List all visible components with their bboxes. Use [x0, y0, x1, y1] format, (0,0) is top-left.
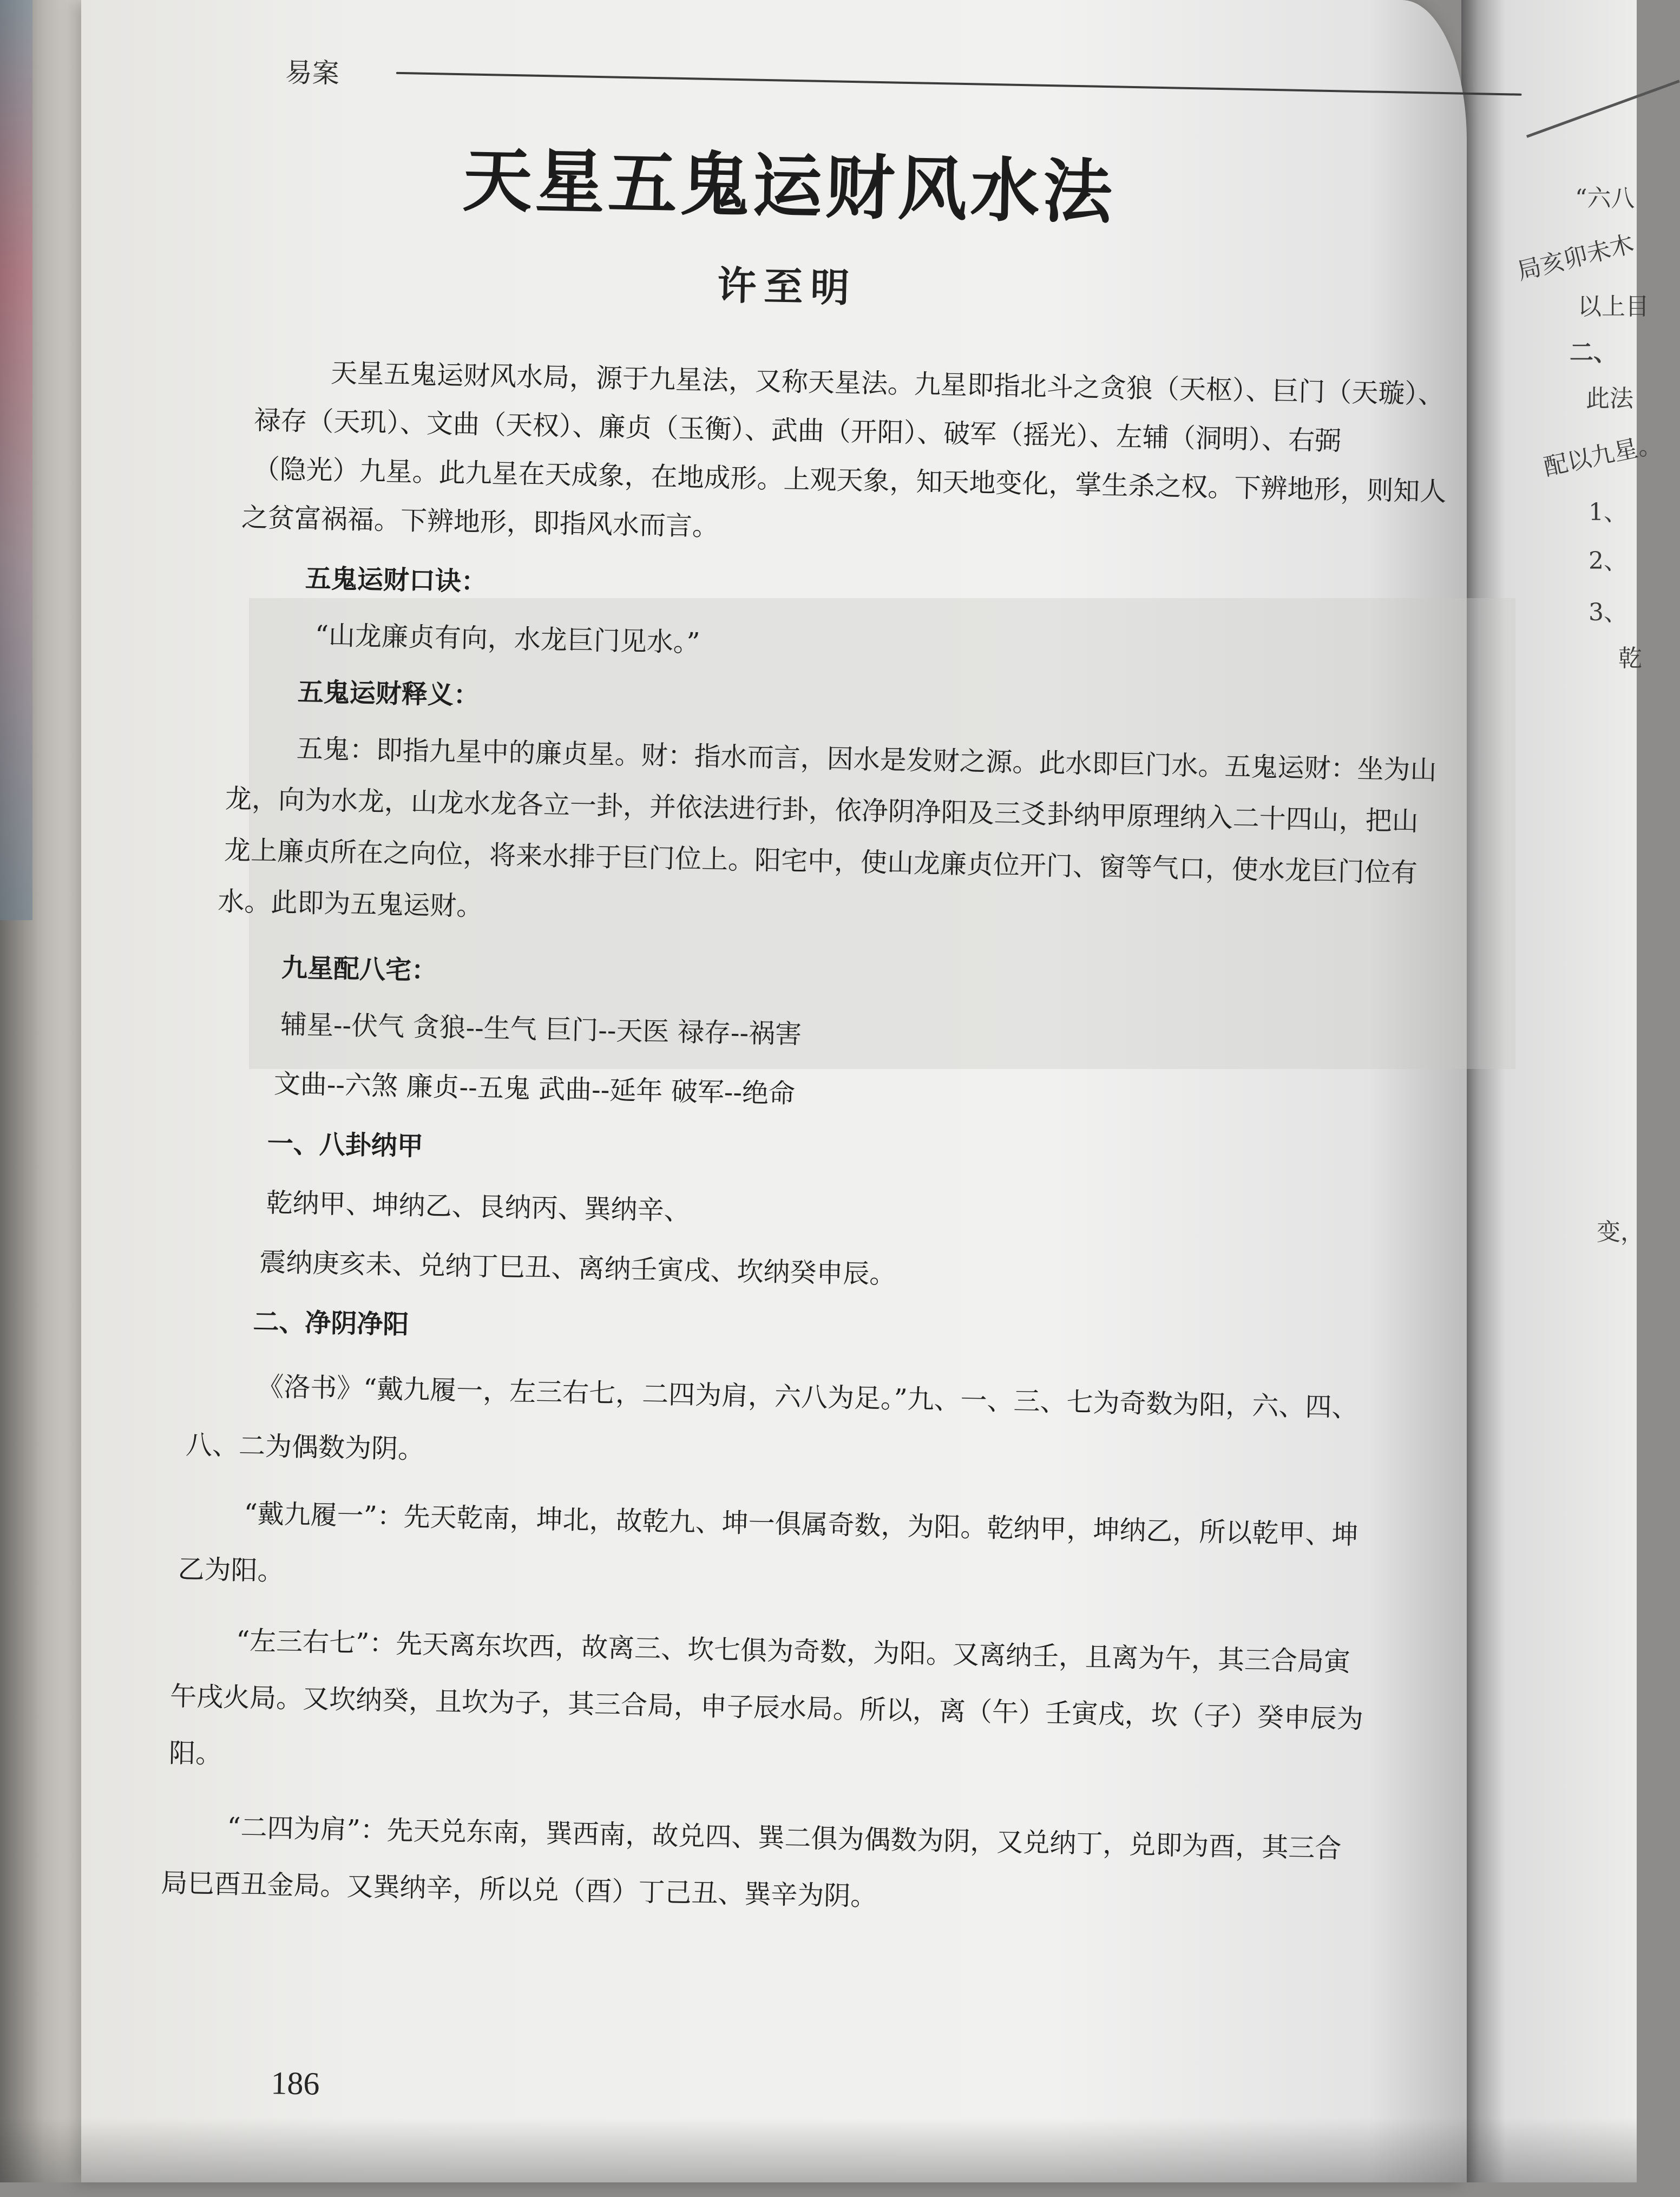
- adjacent-page: [1461, 0, 1664, 2182]
- section2-line: “左三右七”：先天离东坎西，故离三、坎七俱为奇数，为阳。又离纳壬，且离为午，其三合局寅: [235, 1625, 1351, 1678]
- header-rule: [396, 72, 1522, 96]
- formula-heading: 五鬼运财口诀：: [305, 563, 488, 598]
- section2-line: “戴九履一”：先天乾南，坤北，故乾九、坤一俱属奇数，为阳。乾纳甲，坤纳乙，所以乾甲、坤: [244, 1498, 1359, 1551]
- explanation-line: 龙上廉贞所在之向位，将来水排于巨门位上。阳宅中，使山龙廉贞位开门、窗等气口，使水龙巨门位有: [224, 834, 1418, 889]
- formula-text: “山龙廉贞有向，水龙巨门见水。”: [314, 620, 700, 658]
- eight-houses-heading: 九星配八宅：: [281, 953, 438, 986]
- eight-houses-line: 文曲--六煞 廉贞--五鬼 武曲--延年 破军--绝命: [273, 1068, 796, 1110]
- intro-line: 之贫富祸福。下辨地形，即指风水而言。: [241, 502, 719, 542]
- section2-line: 八、二为偶数为阴。: [185, 1429, 425, 1465]
- adjacent-page-fragment: 3、: [1589, 599, 1628, 626]
- section-heading: 二、净阴净阳: [252, 1307, 410, 1340]
- intro-line: 禄存（天玑）、文曲（天权）、廉贞（玉衡）、武曲（开阳）、破军（摇光）、左辅（洞明）、右弼: [253, 404, 1342, 457]
- section1-line: 乾纳甲、坤纳乙、艮纳丙、巽纳辛、: [266, 1187, 691, 1227]
- adjacent-page-fragment: 以上目: [1578, 293, 1649, 320]
- section-heading: 一、八卦纳甲: [267, 1128, 424, 1162]
- page-number: 186: [270, 2065, 320, 2102]
- intro-line: 天星五鬼运财风水局，源于九星法，又称天星法。九星即指北斗之贪狼（天枢）、巨门（天璇）、: [330, 357, 1445, 410]
- explanation-line: 水。此即为五鬼运财。: [217, 886, 483, 922]
- adjacent-page-fragment: 1、: [1589, 499, 1628, 526]
- intro-line: （隐光）九星。此九星在天成象，在地成形。上观天象，知天地变化，掌生杀之权。下辨地形，则知人: [253, 453, 1447, 508]
- article-author: 许至明: [717, 262, 858, 311]
- book-spine-decoration: [0, 0, 32, 920]
- adjacent-page-fragment: 局亥卯未木: [1514, 230, 1637, 286]
- book-page: [81, 0, 1467, 2182]
- section2-line: “二四为肩”：先天兑东南，巽西南，故兑四、巽二俱为偶数为阴，又兑纳丁，兑即为酉，其三合: [227, 1812, 1342, 1864]
- explanation-line: 五鬼：即指九星中的廉贞星。财：指水而言，因水是发财之源。此水即巨门水。五鬼运财：坐为山: [296, 733, 1438, 786]
- adjacent-page-fragment: 此法: [1586, 385, 1633, 412]
- section2-line: 午戌火局。又坎纳癸，且坎为子，其三合局，申子辰水局。所以，离（午）壬寅戌，坎（子）癸申辰为: [169, 1681, 1364, 1735]
- section1-line: 震纳庚亥未、兑纳丁巳丑、离纳壬寅戌、坎纳癸申辰。: [259, 1247, 896, 1290]
- bottom-shadow: [0, 2117, 1637, 2182]
- adjacent-page-fragment: 2、: [1589, 547, 1628, 575]
- explanation-heading: 五鬼运财释义：: [297, 677, 480, 711]
- explanation-line: 龙，向为水龙，山龙水龙各立一卦，并依法进行卦，依净阴净阳及三爻卦纳甲原理纳入二十四山，把山: [225, 783, 1419, 837]
- section2-line: 乙为阳。: [178, 1553, 285, 1587]
- adjacent-page-rule: [1526, 80, 1680, 137]
- section2-line: 局巳酉丑金局。又巽纳辛，所以兑（酉）丁己丑、巽辛为阴。: [161, 1867, 877, 1912]
- adjacent-page-fragment: 变，: [1597, 1218, 1644, 1246]
- page-content: [58, 0, 1485, 2196]
- running-header: 易案: [285, 56, 340, 89]
- section2-line: 《洛书》“戴九履一，左三右七，二四为肩，六八为足。”九、一、三、七为奇数为阳，六、四、: [257, 1371, 1359, 1424]
- adjacent-page-fragment: 乾: [1618, 645, 1642, 672]
- adjacent-page-fragment: 配以九星。: [1541, 429, 1664, 482]
- section2-line: 阳。: [168, 1737, 222, 1770]
- article-title: 天星五鬼运财风水法: [462, 140, 1117, 234]
- adjacent-page-fragment: 二、: [1570, 339, 1617, 366]
- eight-houses-line: 辅星--伏气 贪狼--生气 巨门--天医 禄存--祸害: [280, 1009, 802, 1050]
- adjacent-page-fragment: “六八: [1575, 185, 1635, 212]
